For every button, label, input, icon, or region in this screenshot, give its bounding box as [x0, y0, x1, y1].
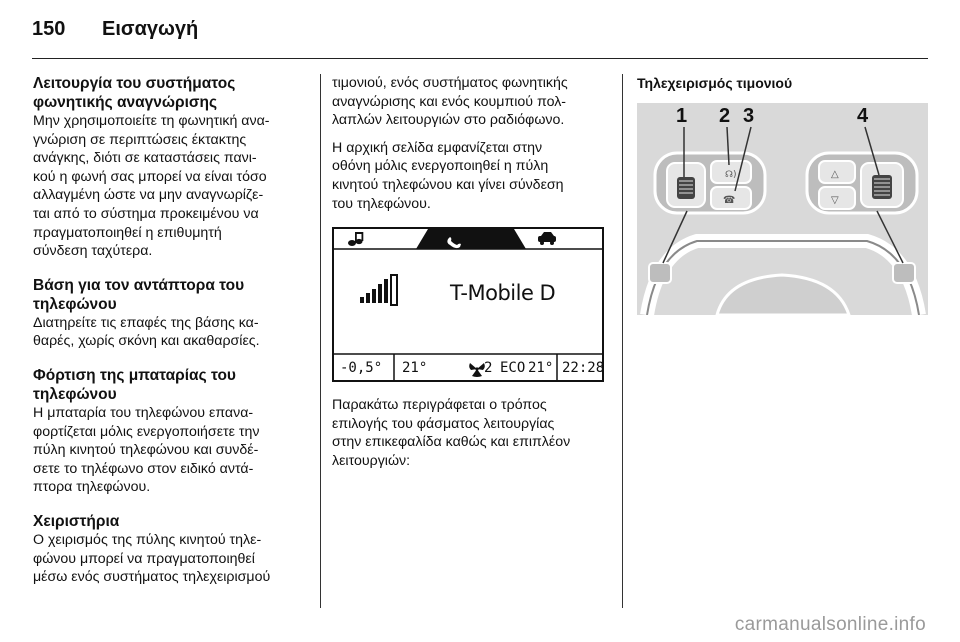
section-phone-adapter: [33, 276, 308, 351]
section-battery-charging: [33, 366, 308, 497]
tab-phone-active: [428, 229, 514, 249]
page-number: 150: [32, 18, 66, 40]
fan-level: 2: [484, 360, 493, 377]
column-2: [332, 74, 607, 471]
column-3: [637, 74, 927, 315]
watermark-text: carmanualsonline.info: [734, 614, 926, 635]
phone-display-illustration: [332, 227, 604, 382]
section-heading: Βάση για τον αντάπτορα του τηλεφώνου: [33, 276, 245, 313]
page-title: Εισαγωγή: [102, 18, 199, 40]
section-heading: Χειριστήρια: [33, 512, 120, 530]
column-divider: [320, 74, 321, 608]
volume-scroll-wheel: [677, 177, 695, 199]
paragraph: Η αρχική σελίδα εμφανίζεται στην οθόνη μόλις ενεργοποιηθεί η πύλη κινητού τηλεφώνου και γίνει σύνδεση του τηλεφώνου.: [332, 139, 564, 212]
network-name: T-Mobile D: [450, 281, 556, 306]
figure-title: Τηλεχειρισμός τιμονιού: [637, 75, 793, 91]
voice-icon: ☊): [725, 169, 737, 180]
callout-label-4: 4: [857, 104, 869, 127]
section-body: Μην χρησιμοποιείτε τη φωνητική ανα- γνώριση σε περιπτώσεις έκτακτης ανάγκης, διότι σε καταστάσεις πανι- κού η φωνή σας μπορεί να είναι τόσο αλλαγμένη ώστε να μην αναγνωρίζε- ται από το σύστημα προκειμένου να πραγματοποιηθεί η επιθυμητή σύνδεση ταχύτερα.: [33, 113, 270, 260]
arrow-down-icon: ▽: [831, 194, 839, 206]
temperature-right: 21°: [528, 360, 554, 377]
callout-label-2: 2: [719, 104, 731, 127]
paragraph: Παρακάτω περιγράφεται ο τρόπος επιλογής του φάσματος λειτουργίας στην επικεφαλίδα καθώς και επιπλέον λειτουργιών:: [332, 397, 571, 469]
clock-time: 22:28: [562, 360, 605, 377]
paragraph: τιμονιού, ενός συστήματος φωνητικής αναγνώρισης και ενός κουμπιού πολ- λαπλών λειτουργιών στο ραδιόφωνο.: [332, 75, 568, 129]
callout-label-3: 3: [743, 104, 755, 127]
header-rule: [32, 58, 928, 59]
section-voice-recognition: [33, 74, 308, 261]
phone-icon: ☎: [723, 194, 736, 206]
page-header: [32, 18, 198, 48]
steering-wheel-illustration: [637, 103, 928, 315]
section-body: Ο χειρισμός της πύλης κινητού τηλε- φώνου μπορεί να πραγματοποιηθεί μέσω ενός συστήματος τηλεχειρισμού: [33, 531, 271, 586]
outside-temperature: -0,5°: [340, 360, 383, 377]
column-1: [33, 74, 308, 602]
section-body: Η μπαταρία του τηλεφώνου επανα- φορτίζεται μόλις ενεργοποιήσετε την πύλη κινητού τηλεφώνου και συνδέ- σετε το τηλέφωνο στον ειδικό αντά- πτορα τηλεφώνου.: [33, 404, 260, 496]
section-heading: Λειτουργία του συστήματος φωνητικής αναγνώρισης: [33, 75, 236, 111]
climate-mode: ECO: [500, 360, 526, 377]
arrow-up-icon: △: [831, 168, 839, 180]
steering-wheel-drawing: [637, 103, 928, 315]
section-heading: Φόρτιση της μπαταρίας του τηλεφώνου: [33, 366, 236, 403]
temperature-left: 21°: [402, 360, 428, 377]
callout-label-1: 1: [676, 104, 688, 127]
section-controls: [33, 512, 308, 587]
section-body: Διατηρείτε τις επαφές της βάσης κα- θαρές, χωρίς σκόνη και ακαθαρσίες.: [33, 314, 260, 350]
column-divider: [622, 74, 623, 608]
